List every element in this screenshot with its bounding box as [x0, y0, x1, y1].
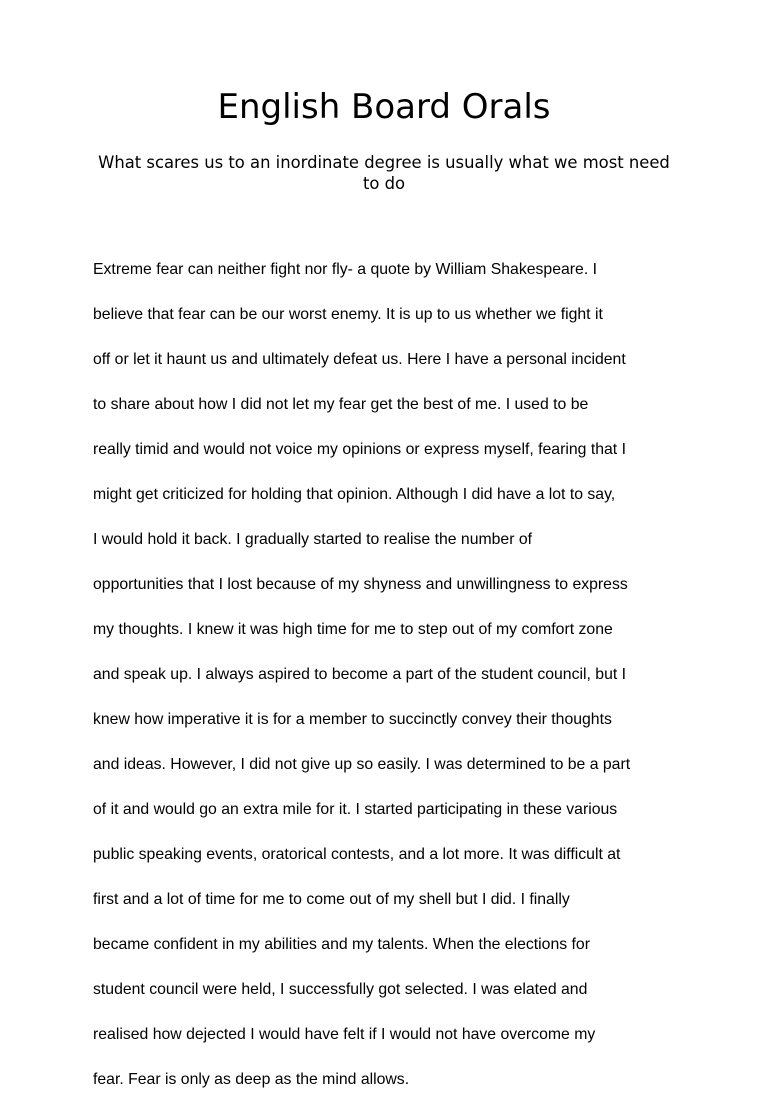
- body-line: opportunities that I lost because of my shyness and unwillingness to express: [93, 575, 628, 593]
- body-line: of it and would go an extra mile for it. I started participating in these various: [93, 800, 618, 818]
- body-line: to share about how I did not let my fear get the best of me. I used to be: [93, 395, 589, 413]
- document-subtitle: What scares us to an inordinate degree is usually what we most need to do: [98, 153, 670, 193]
- body-line: student council were held, I successfully got selected. I was elated and: [93, 980, 588, 998]
- body-line: really timid and would not voice my opinions or express myself, fearing that I: [93, 440, 626, 458]
- body-line: I would hold it back. I gradually started to realise the number of: [93, 530, 533, 548]
- body-line: public speaking events, oratorical contests, and a lot more. It was difficult at: [93, 845, 621, 863]
- body-line: realised how dejected I would have felt if I would not have overcome my: [93, 1025, 596, 1043]
- body-line: and ideas. However, I did not give up so easily. I was determined to be a part: [93, 755, 631, 773]
- body-line: Extreme fear can neither fight nor fly- a quote by William Shakespeare. I: [93, 260, 597, 278]
- document-title: English Board Orals: [217, 87, 551, 127]
- body-line: my thoughts. I knew it was high time for me to step out of my comfort zone: [93, 620, 613, 638]
- body-line: fear. Fear is only as deep as the mind allows.: [93, 1070, 410, 1088]
- body-line: and speak up. I always aspired to become a part of the student council, but I: [93, 665, 627, 683]
- body-line: became confident in my abilities and my talents. When the elections for: [93, 935, 590, 953]
- body-line: knew how imperative it is for a member to succinctly convey their thoughts: [93, 710, 612, 728]
- body-line: off or let it haunt us and ultimately defeat us. Here I have a personal incident: [93, 350, 626, 368]
- body-line: believe that fear can be our worst enemy. It is up to us whether we fight it: [93, 305, 603, 323]
- body-line: first and a lot of time for me to come out of my shell but I did. I finally: [93, 890, 570, 908]
- body-line: might get criticized for holding that opinion. Although I did have a lot to say,: [93, 485, 616, 503]
- body-paragraph: [93, 236, 677, 1114]
